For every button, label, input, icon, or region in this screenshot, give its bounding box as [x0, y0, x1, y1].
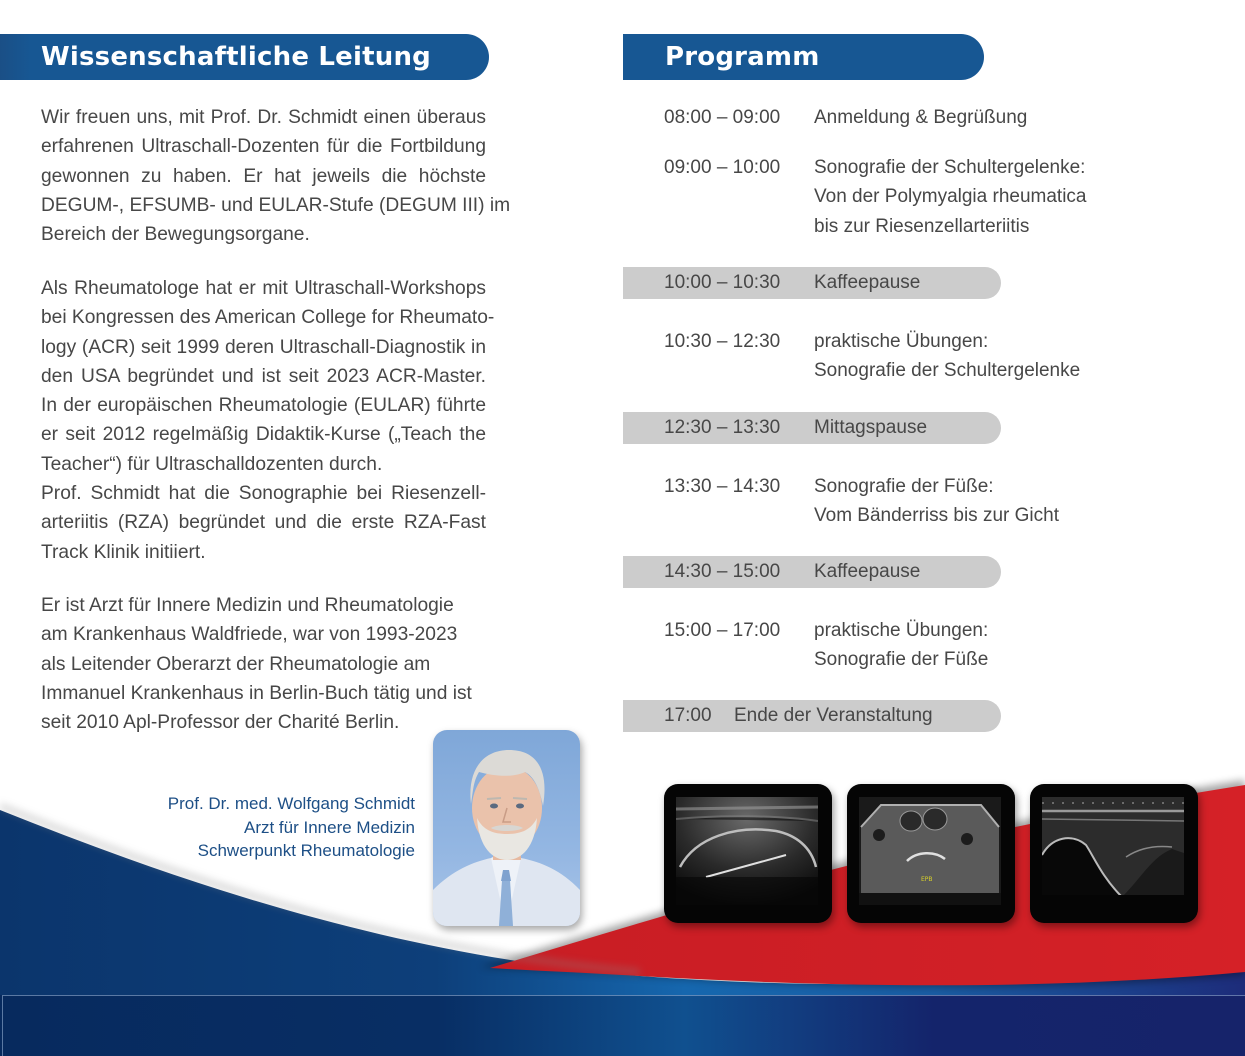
programme-title [814, 472, 1059, 531]
programme-title-line: Vom Bänderriss bis zur Gicht [814, 505, 1059, 527]
programme-title-line: bis zur Riesenzellarteriitis [814, 215, 1030, 237]
text-line: den USA begründet und ist seit 2023 ACR-Master. [41, 365, 486, 387]
programme-time: 09:00 – 10:00 [664, 157, 781, 178]
programme-time: 17:00 [664, 705, 712, 726]
signature-block [168, 792, 415, 863]
programme-title-line: Sonografie der Füße [814, 649, 989, 671]
programme-title: Kaffeepause [814, 561, 921, 582]
programme-time: 12:30 – 13:30 [664, 417, 781, 438]
programme-time: 15:00 – 17:00 [664, 620, 781, 641]
portrait-photo [433, 730, 580, 926]
text-line: gewonnen zu haben. Er hat jeweils die höchste [41, 165, 486, 187]
text-line: In der europäischen Rheumatologie (EULAR) führte [41, 395, 486, 417]
programme-time: 10:00 – 10:30 [664, 272, 781, 293]
programme-break [623, 267, 1001, 299]
ultrasound-scan-icon [676, 797, 818, 905]
programme-title: Mittagspause [814, 417, 928, 438]
text-line: bei Kongressen des American College for Rheumato- [41, 307, 495, 329]
ultrasound-image-shoulder [664, 784, 832, 923]
text-line: Prof. Schmidt hat die Sonographie bei Riesenzell- [41, 483, 486, 505]
programme-title: Kaffeepause [814, 272, 921, 293]
programme-title-line: Sonografie der Schultergelenke: [814, 157, 1086, 178]
signature-role: Arzt für Innere Medizin [243, 817, 415, 837]
text-line: Als Rheumatologe hat er mit Ultraschall-Workshops [41, 278, 486, 299]
section-title: Programm [665, 42, 820, 72]
programme-title-line: Sonografie der Schultergelenke [814, 360, 1081, 382]
bio-paragraph-career [41, 274, 495, 567]
text-line: Er ist Arzt für Innere Medizin und Rheumatologie [41, 595, 454, 616]
text-line: DEGUM-, EFSUMB- und EULAR-Stufe (DEGUM III) im [41, 194, 511, 216]
section-title: Wissenschaftliche Leitung [41, 42, 431, 72]
section-header-programm [623, 34, 984, 80]
section-header-wissenschaftliche-leitung [0, 34, 489, 80]
programme-end [623, 700, 1001, 732]
text-line: er seit 2012 regelmäßig Didaktik-Kurse („Teach the [41, 424, 486, 446]
programme-time: 10:30 – 12:30 [664, 331, 781, 352]
programme-title [814, 327, 1080, 386]
programme-title: Anmeldung & Begrüßung [814, 107, 1028, 128]
text-line: Wir freuen uns, mit Prof. Dr. Schmidt einen überaus [41, 107, 486, 128]
programme-title-line: Sonografie der Füße: [814, 476, 994, 497]
text-line: Track Klinik initiiert. [41, 541, 206, 563]
ultrasound-scan-icon [859, 797, 1001, 905]
programme-title [814, 153, 1086, 241]
programme-title-line: praktische Übungen: [814, 620, 989, 641]
ultrasound-label: EPB [921, 876, 933, 883]
programme-title-line: praktische Übungen: [814, 331, 989, 352]
ultrasound-image-foot [847, 784, 1015, 923]
text-line: Bereich der Bewegungsorgane. [41, 224, 310, 246]
bio-paragraph-positions [41, 591, 481, 737]
signature-focus: Schwerpunkt Rheumatologie [197, 841, 415, 860]
programme-break [623, 412, 1001, 444]
programme-title-line: Von der Polymyalgia rheumatica [814, 186, 1087, 208]
programme-break [623, 556, 1001, 588]
text-line: Immanuel Krankenhaus in Berlin-Buch tätig und ist [41, 682, 472, 704]
signature-name: Prof. Dr. med. Wolfgang Schmidt [167, 794, 415, 813]
programme-time: 08:00 – 09:00 [664, 107, 781, 128]
programme-title: Ende der Veranstaltung [734, 705, 933, 726]
text-line: am Krankenhaus Waldfriede, war von 1993-2023 [41, 624, 458, 646]
text-line: seit 2010 Apl-Professor der Charité Berlin. [41, 712, 400, 734]
text-line: arteriitis (RZA) begründet und die erste RZA-Fast [41, 512, 486, 534]
bottom-band-border [2, 995, 1245, 1056]
text-line: logy (ACR) seit 1999 deren Ultraschall-Diagnostik in [41, 336, 486, 358]
programme-time: 14:30 – 15:00 [664, 561, 781, 582]
programme-time: 13:30 – 14:30 [664, 476, 781, 497]
text-line: erfahrenen Ultraschall-Dozenten für die Fortbildung [41, 136, 486, 158]
bio-paragraph-intro [41, 103, 511, 249]
text-line: als Leitender Oberarzt der Rheumatologie am [41, 653, 431, 675]
ultrasound-image-soft-tissue [1030, 784, 1198, 923]
text-line: Teacher“) für Ultraschalldozenten durch. [41, 453, 383, 475]
programme-title [814, 616, 988, 675]
ultrasound-scan-icon [1042, 797, 1184, 905]
person-portrait-icon [433, 730, 580, 926]
